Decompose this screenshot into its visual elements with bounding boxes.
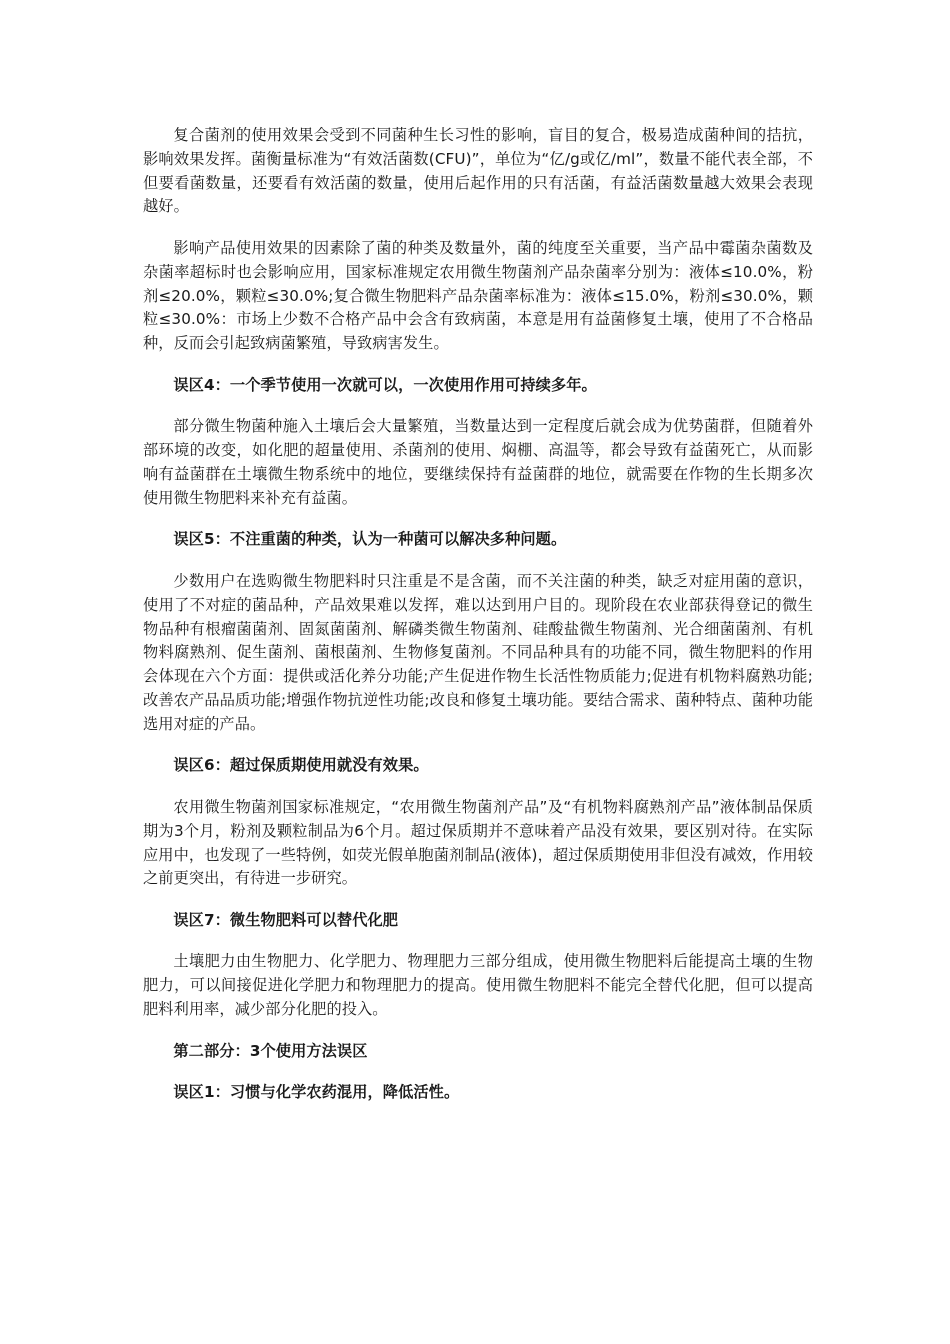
paragraph-compound-inoculant-effect: 复合菌剂的使用效果会受到不同菌种生长习性的影响，盲目的复合，极易造成菌种间的拮抗，影响效果发挥。菌衡量标准为“有效活菌数(CFU)”，单位为“亿/g或亿/ml”，数量不能代表全部，不但要看菌数量，还要看有效活菌的数量，使用后起作用的只有活菌，有益活菌数量越大效果会表现越好。 [143, 126, 813, 216]
heading-misconception-7: 误区7：微生物肥料可以替代化肥 [173, 910, 399, 929]
paragraph-strain-types: 少数用户在选购微生物肥料时只注重是不是含菌，而不关注菌的种类，缺乏对症用菌的意识，使用了不对症的菌品种，产品效果难以发挥，难以达到用户目的。现阶段在农业部获得登记的微生物品种有根瘤菌菌剂、固氮菌菌剂、解磷类微生物菌剂、硅酸盐微生物菌剂、光合细菌菌剂、有机物料腐熟剂、促生菌剂、菌根菌剂、生物修复菌剂。不同品种具有的功能不同，微生物肥料的作用会体现在六个方面：提供或活化养分功能;产生促进作物生长活性物质能力;促进有机物料腐熟功能;改善农产品品质功能;增强作物抗逆性功能;改良和修复土壤功能。要结合需求、菌种特点、菌种功能选用对症的产品。 [143, 571, 813, 733]
heading-method-misconception-1: 误区1：习惯与化学农药混用，降低活性。 [173, 1083, 460, 1102]
heading-misconception-4: 误区4：一个季节使用一次就可以，一次使用作用可持续多年。 [173, 375, 597, 394]
paragraph-replace-chemical-fertilizer: 土壤肥力由生物肥力、化学肥力、物理肥力三部分组成，使用微生物肥料后能提高土壤的生物肥力，可以间接促进化学肥力和物理肥力的提高。使用微生物肥料不能完全替代化肥，但可以提高肥料利用率，减少部分化肥的投入。 [143, 952, 813, 1019]
document-body [143, 124, 813, 1123]
heading-misconception-5: 误区5：不注重菌的种类，认为一种菌可以解决多种问题。 [173, 530, 567, 549]
paragraph-shelf-life: 农用微生物菌剂国家标准规定，“农用微生物菌剂产品”及“有机物料腐熟剂产品”液体制品保质期为3个月，粉剂及颗粒制品为6个月。超过保质期并不意味着产品没有效果，要区别对待。在实际应用中，也发现了一些特例，如荧光假单胞菌剂制品(液体)，超过保质期使用非但没有减效，作用较之前更突出，有待进一步研究。 [143, 797, 813, 888]
heading-misconception-6: 误区6：超过保质期使用就没有效果。 [173, 756, 429, 775]
paragraph-multiple-applications: 部分微生物菌种施入土壤后会大量繁殖，当数量达到一定程度后就会成为优势菌群，但随着外部环境的改变，如化肥的超量使用、杀菌剂的使用、焖棚、高温等，都会导致有益菌死亡，从而影响有益菌群在土壤微生物系统中的地位，要继续保持有益菌群的地位，就需要在作物的生长期多次使用微生物肥料来补充有益菌。 [143, 417, 813, 507]
paragraph-purity-impurity-rate: 影响产品使用效果的因素除了菌的种类及数量外，菌的纯度至关重要，当产品中霉菌杂菌数及杂菌率超标时也会影响应用，国家标准规定农用微生物菌剂产品杂菌率分别为：液体≤10.0%，粉剂≤20.0%，颗粒≤30.0%;复合微生物肥料产品杂菌率标准为：液体≤15.0%，粉剂≤30.0%，颗粒≤30.0%：市场上少数不合格产品中会含有致病菌，本意是用有益菌修复土壤，使用了不合格品种，反而会引起致病菌繁殖，导致病害发生。 [143, 238, 813, 353]
heading-part-two: 第二部分：3个使用方法误区 [173, 1041, 368, 1060]
